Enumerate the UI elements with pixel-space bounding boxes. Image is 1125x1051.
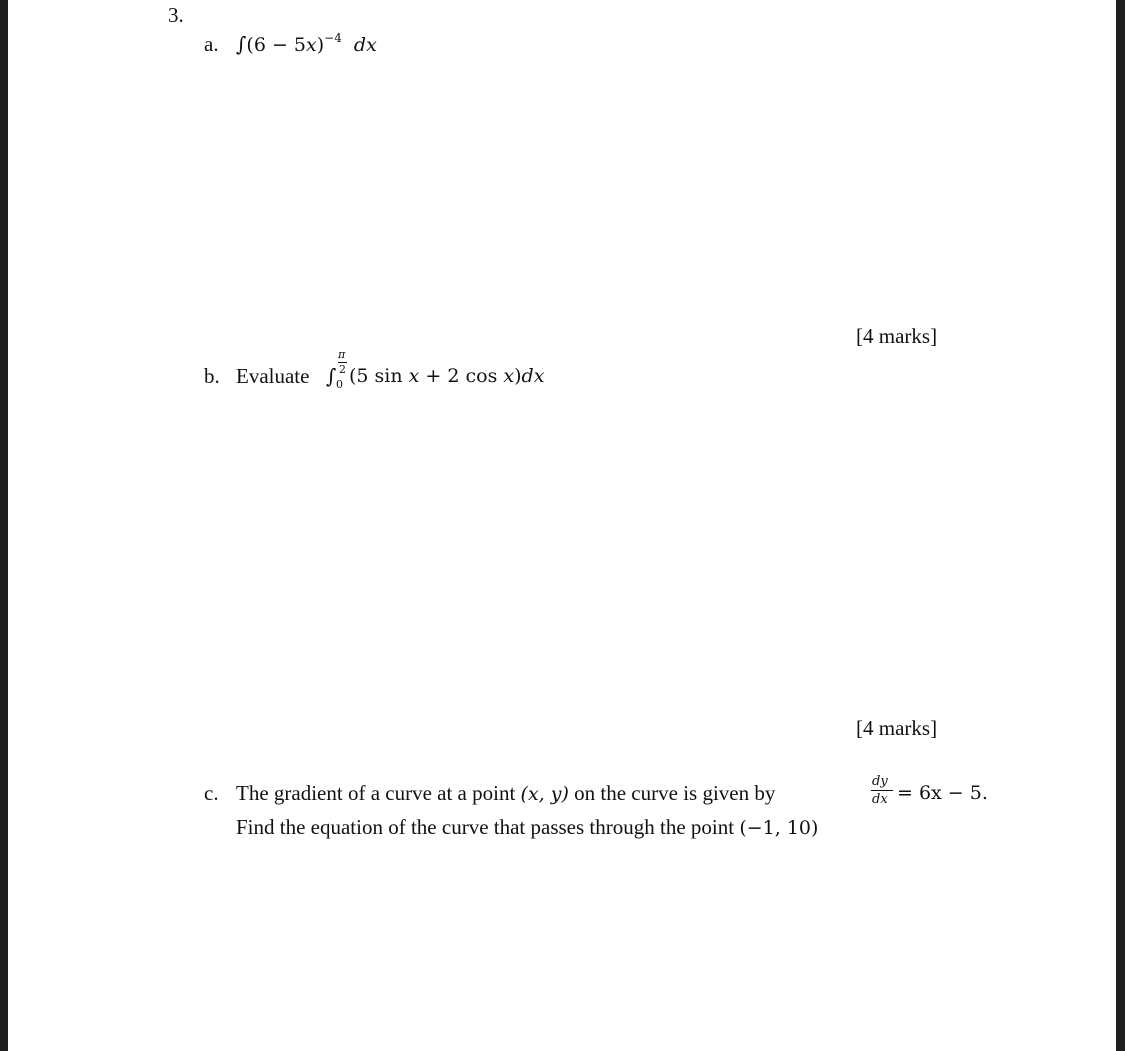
part-c-point: (x, y) xyxy=(520,783,569,805)
part-a-label: a. xyxy=(204,32,219,56)
part-a-close: ) xyxy=(316,34,325,56)
part-b-expression xyxy=(349,364,544,388)
part-c-line-2 xyxy=(236,815,818,840)
part-c-text-1: The gradient of a curve at a point xyxy=(236,781,516,805)
derivative-numerator: dy xyxy=(872,774,888,789)
marks-part-b: [4 marks] xyxy=(856,716,938,740)
part-b-lead: Evaluate xyxy=(236,364,310,388)
part-c-label: c. xyxy=(204,781,219,805)
question-number: 3. xyxy=(168,3,184,27)
lower-limit: 0 xyxy=(336,378,343,391)
part-c-text-3: Find the equation of the curve that passes through the point xyxy=(236,815,735,839)
part-b-label: b. xyxy=(204,364,220,388)
derivative-rhs: = 6x − 5. xyxy=(897,782,988,804)
part-a-var: x xyxy=(306,34,317,56)
derivative-denominator: dx xyxy=(872,792,888,807)
integral-sign: ∫ xyxy=(236,32,247,56)
part-b-dx: dx xyxy=(521,365,545,387)
part-b-term-2: + 2 cos xyxy=(425,365,498,387)
part-a-exponent: −4 xyxy=(324,31,342,45)
part-c-given-point: (−1, 10) xyxy=(739,817,819,839)
part-b-term-1: (5 sin xyxy=(349,365,403,387)
part-b-close: ) xyxy=(514,365,522,387)
derivative-fraction-bar xyxy=(871,790,893,791)
part-a-dx: dx xyxy=(353,34,377,56)
marks-part-a: [4 marks] xyxy=(856,324,938,348)
part-a-expression xyxy=(236,32,377,59)
part-c-line-1 xyxy=(236,781,775,806)
part-a-base: (6 − 5 xyxy=(246,34,307,56)
part-b-var-2: x xyxy=(503,365,515,387)
upper-limit-denominator: 2 xyxy=(339,363,346,376)
integral-sign-definite: ∫ xyxy=(326,364,337,388)
worksheet-page xyxy=(8,0,1116,1051)
part-c-text-2: on the curve is given by xyxy=(574,781,776,805)
upper-limit-pi: π xyxy=(338,348,346,361)
part-b-var-1: x xyxy=(408,365,420,387)
